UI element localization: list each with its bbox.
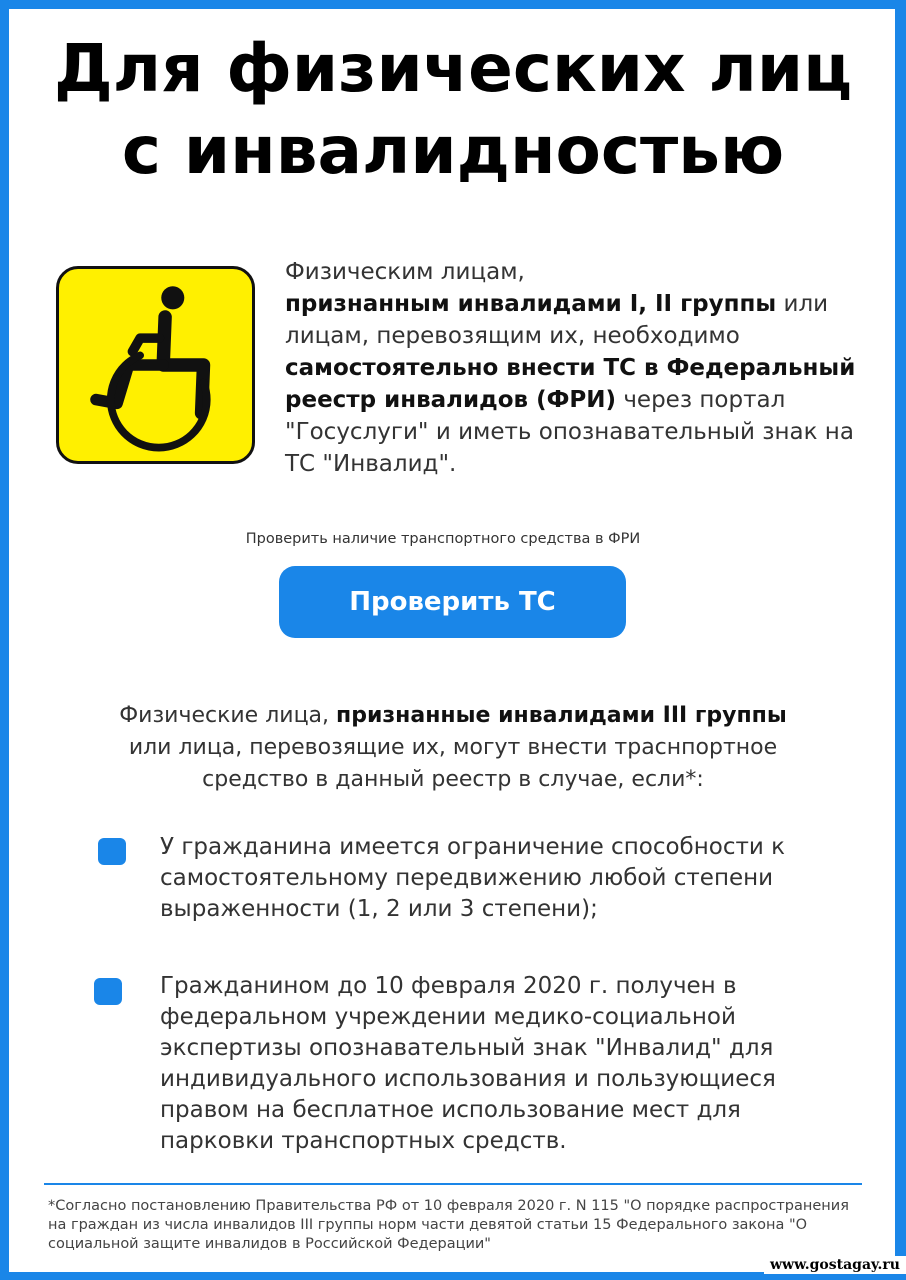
footnote-divider (44, 1183, 862, 1185)
group3-text: Физические лица, признанные инвалидами III группы или лица, перевозящие их, могут внести траснпортное средство в данный реестр в случае, если*: (119, 703, 787, 792)
title-line-2: с инвалидностью (121, 112, 785, 189)
watermark: www.gostagay.ru (764, 1256, 906, 1274)
condition-item-2: Гражданином до 10 февраля 2020 г. получен в федеральном учреждении медико-социальной экспертизы опознавательный знак "Инвалид" для индивидуального использования и пользующиеся правом на бесплатное использование мест для парковки транспортных средств. (160, 973, 776, 1154)
check-vehicle-button[interactable]: Проверить ТС (279, 566, 626, 638)
intro-emphasis-groups: признанным инвалидами I, II группы (285, 291, 777, 317)
intro-emphasis-register: самостоятельно внести ТС в Федеральный реестр инвалидов (ФРИ) (285, 355, 856, 413)
disabled-sign (56, 266, 255, 464)
bullet-icon (98, 838, 126, 865)
bullet-icon (94, 978, 122, 1005)
wheelchair-icon (59, 269, 252, 461)
page-title (0, 28, 906, 192)
title-line-1: Для физических лиц (53, 30, 853, 107)
condition-item-1: У гражданина имеется ограничение способности к самостоятельному передвижению любой степени выраженности (1, 2 или 3 степени); (160, 834, 786, 922)
check-caption: Проверить наличие транспортного средства в ФРИ (245, 531, 641, 547)
footnote: *Согласно постановлению Правительства РФ от 10 февраля 2020 г. N 115 "О порядке распространения на граждан из числа инвалидов III группы норм части девятой статьи 15 Федерального закона "О социальной защите инвалидов в Российской Федерации" (48, 1198, 849, 1252)
group3-emphasis: признанные инвалидами III группы (336, 703, 787, 728)
intro-text: Физическим лицам, признанным инвалидами I, II группы или лицам, перевозящим их, необходимо самостоятельно внести ТС в Федеральный реестр инвалидов (ФРИ) через портал "Госуслуги" и иметь опознавательный знак на ТС "Инвалид". (285, 259, 856, 477)
